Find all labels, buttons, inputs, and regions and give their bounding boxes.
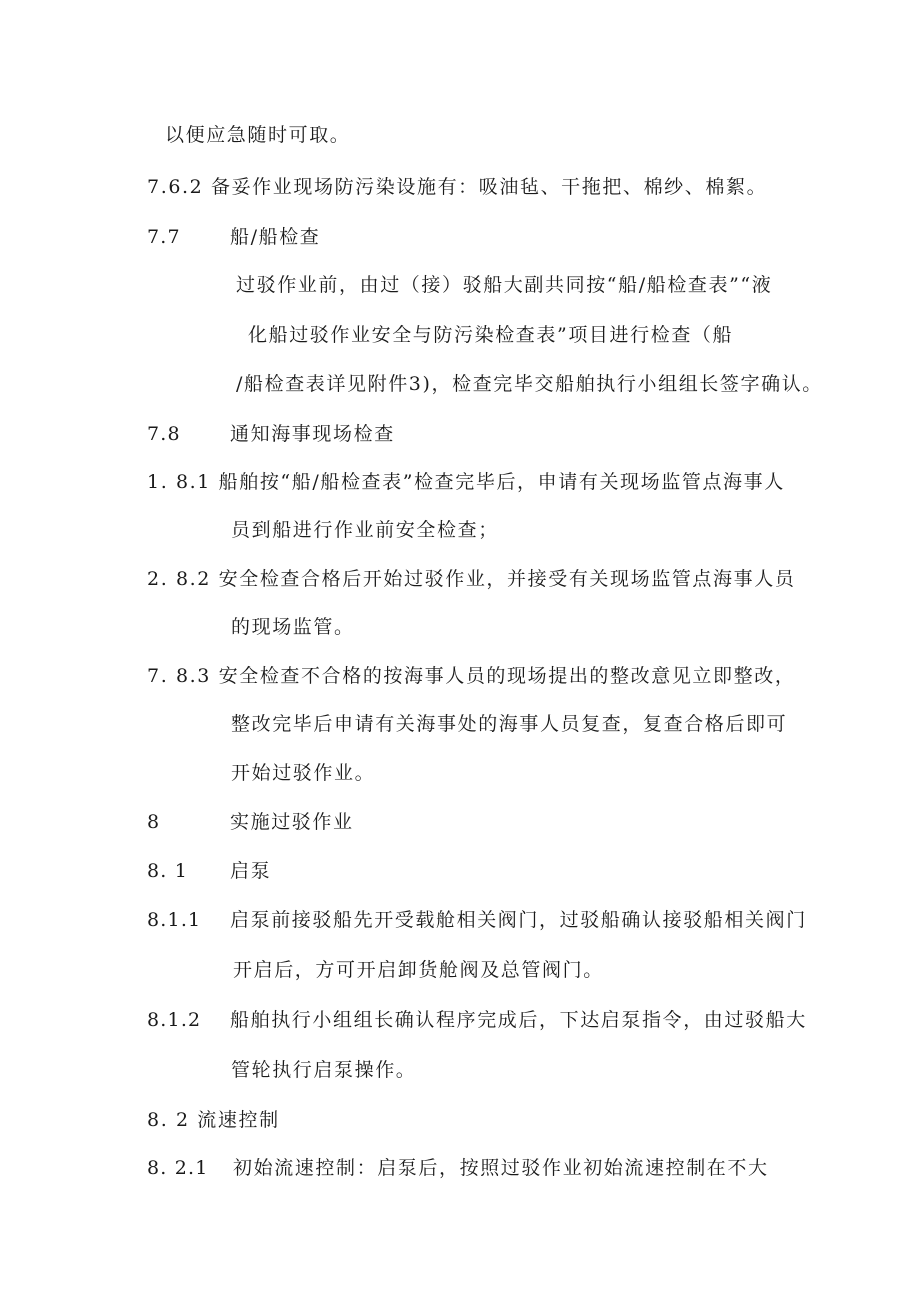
section-heading-8: 实施过驳作业 — [230, 811, 354, 833]
clause-8-1-2: 船舶执行小组组长确认程序完成后，下达启泵指令，由过驳船大 — [230, 1009, 807, 1031]
section-heading-8-1: 启泵 — [230, 860, 272, 882]
clause-7-6-2: 7.6.2 备妥作业现场防污染设施有：吸油毡、干拖把、棉纱、棉絮。 — [147, 176, 768, 198]
paragraph-line: 开启后，方可开启卸货舱阀及总管阀门。 — [233, 959, 604, 981]
section-heading-8-2: 8. 2 流速控制 — [147, 1109, 280, 1131]
text-line-continuation: 以便应急随时可取。 — [165, 124, 351, 146]
paragraph-line: 开始过驳作业。 — [231, 762, 376, 784]
section-number-7-8: 7.8 — [147, 423, 181, 445]
clause-8-2: 2. 8.2 安全检查合格后开始过驳作业，并接受有关现场监管点海事人员 — [147, 568, 796, 590]
clause-number-8-2-1: 8. 2.1 — [147, 1157, 209, 1179]
clause-8-3: 7. 8.3 安全检查不合格的按海事人员的现场提出的整改意见立即整改， — [147, 665, 796, 687]
section-heading-7-8: 通知海事现场检查 — [230, 423, 395, 445]
clause-number-8-1-1: 8.1.1 — [147, 909, 202, 931]
clause-8-1-1: 启泵前接驳船先开受载舱相关阀门，过驳船确认接驳船相关阀门 — [230, 909, 807, 931]
paragraph-line: 管轮执行启泵操作。 — [231, 1059, 417, 1081]
section-heading-7-7: 船/船检查 — [230, 226, 321, 248]
paragraph-line: 整改完毕后申请有关海事处的海事人员复查，复查合格后即可 — [231, 713, 788, 735]
clause-number-8-1-2: 8.1.2 — [147, 1009, 202, 1031]
paragraph-line: 员到船进行作业前安全检查； — [231, 519, 499, 541]
paragraph-line: /船检查表详见附件3)，检查完毕交船舶执行小组组长签字确认。 — [236, 373, 823, 395]
section-number-7-7: 7.7 — [147, 226, 181, 248]
paragraph-line: 化船过驳作业安全与防污染检查表”项目进行检查（船 — [248, 324, 734, 346]
section-number-8: 8 — [147, 811, 161, 833]
section-number-8-1: 8. 1 — [147, 860, 189, 882]
clause-8-2-1: 初始流速控制：启泵后，按照过驳作业初始流速控制在不大 — [233, 1157, 769, 1179]
paragraph-line: 过驳作业前，由过（接）驳船大副共同按“船/船检查表”“液 — [236, 274, 773, 296]
paragraph-line: 的现场监管。 — [231, 616, 355, 638]
clause-8-1: 1. 8.1 船舶按“船/船检查表”检查完毕后，申请有关现场监管点海事人 — [147, 471, 785, 493]
